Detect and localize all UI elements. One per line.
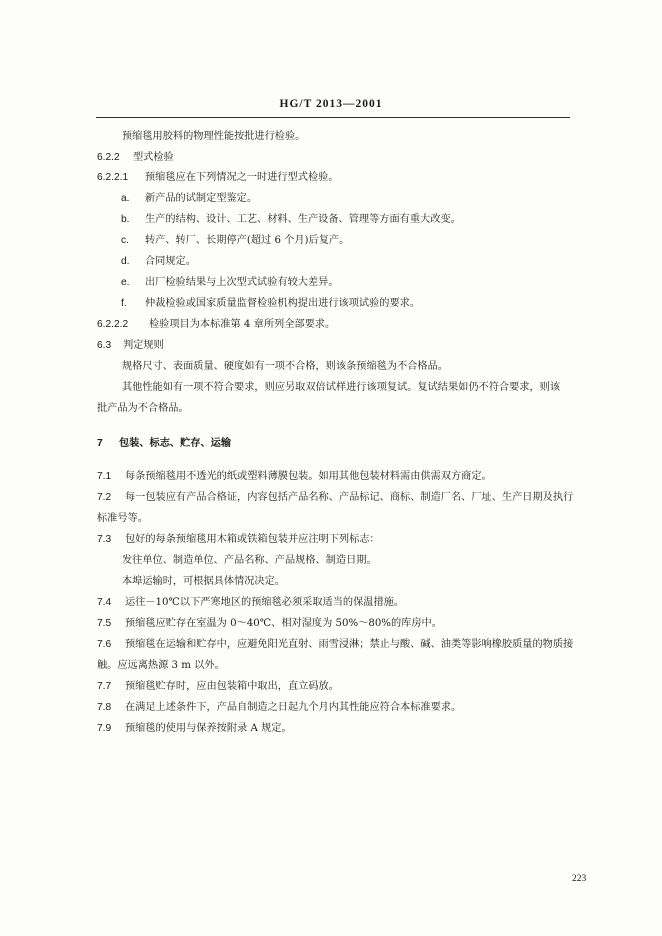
text-line: 其他性能如有一项不符合要求，则应另取双倍试样进行该项复试。复试结果如仍不符合要求，则该 <box>122 382 561 393</box>
page-number: 223 <box>572 874 587 884</box>
clause-line: 7.9 预缩毯的使用与保养按附录 A 规定。 <box>97 723 292 734</box>
clause-line: 6.2.2.2 检验项目为本标准第 4 章所列全部要求。 <box>97 319 336 330</box>
clause-line: 7.4 运往－10℃以下严寒地区的预缩毯必须采取适当的保温措施。 <box>97 597 405 608</box>
list-item: f. 仲裁检验或国家质量监督检验机构提出进行该项试验的要求。 <box>121 298 421 309</box>
chapter-heading: 7 包装、标志、贮存、运输 <box>97 437 232 449</box>
clause-line: 6.2.2.1 预缩毯应在下列情况之一时进行型式检验。 <box>97 172 339 183</box>
list-item: d. 合同规定。 <box>121 256 196 267</box>
text-line: 发往单位、制造单位、产品名称、产品规格、制造日期。 <box>122 555 377 566</box>
list-item: e. 出厂检验结果与上次型式试验有较大差异。 <box>121 277 339 288</box>
clause-line: 7.2 每一包装应有产品合格证，内容包括产品名称、产品标记、商标、制造厂名、厂址、生产日期及执行 <box>97 492 574 503</box>
standard-header: HG/T 2013—2001 <box>279 98 383 110</box>
list-item: b. 生产的结构、设计、工艺、材料、生产设备、管理等方面有重大改变。 <box>121 214 461 225</box>
text-line: 规格尺寸、表面质量、硬度如有一项不合格，则该条预缩毯为不合格品。 <box>122 361 448 372</box>
list-item: a. 新产品的试制定型鉴定。 <box>121 193 258 204</box>
clause-line: 7.3 包好的每条预缩毯用木箱或铁箱包装并应注明下列标志： <box>97 534 380 545</box>
text-line: 批产品为不合格品。 <box>97 403 189 414</box>
section-heading: 6.3 判定规则 <box>97 340 164 351</box>
clause-line: 7.1 每条预缩毯用不透光的纸或塑料薄膜包装。如用其他包装材料需由供需双方商定。 <box>97 471 492 482</box>
text-line: 预缩毯用胶料的物理性能按批进行检验。 <box>122 131 306 142</box>
clause-line: 7.7 预缩毯贮存时，应由包装箱中取出，直立码放。 <box>97 681 339 692</box>
header-rule <box>96 117 570 118</box>
list-item: c. 转产、转厂、长期停产(超过 6 个月)后复产。 <box>121 235 350 246</box>
clause-line: 7.5 预缩毯应贮存在室温为 0～40℃、相对湿度为 50%～80%的库房中。 <box>97 618 442 629</box>
section-heading: 6.2.2 型式检验 <box>97 152 174 163</box>
text-line: 触。应远离热源 3 m 以外。 <box>97 660 225 671</box>
text-line: 本埠运输时，可根据具体情况决定。 <box>122 576 285 587</box>
clause-line: 7.8 在满足上述条件下，产品自制造之日起九个月内其性能应符合本标准要求。 <box>97 702 462 713</box>
text-line: 标准号等。 <box>97 513 148 524</box>
clause-line: 7.6 预缩毯在运输和贮存中，应避免阳光直射、雨雪浸淋；禁止与酸、碱、油类等影响橡胶质量的物质接 <box>97 639 574 650</box>
